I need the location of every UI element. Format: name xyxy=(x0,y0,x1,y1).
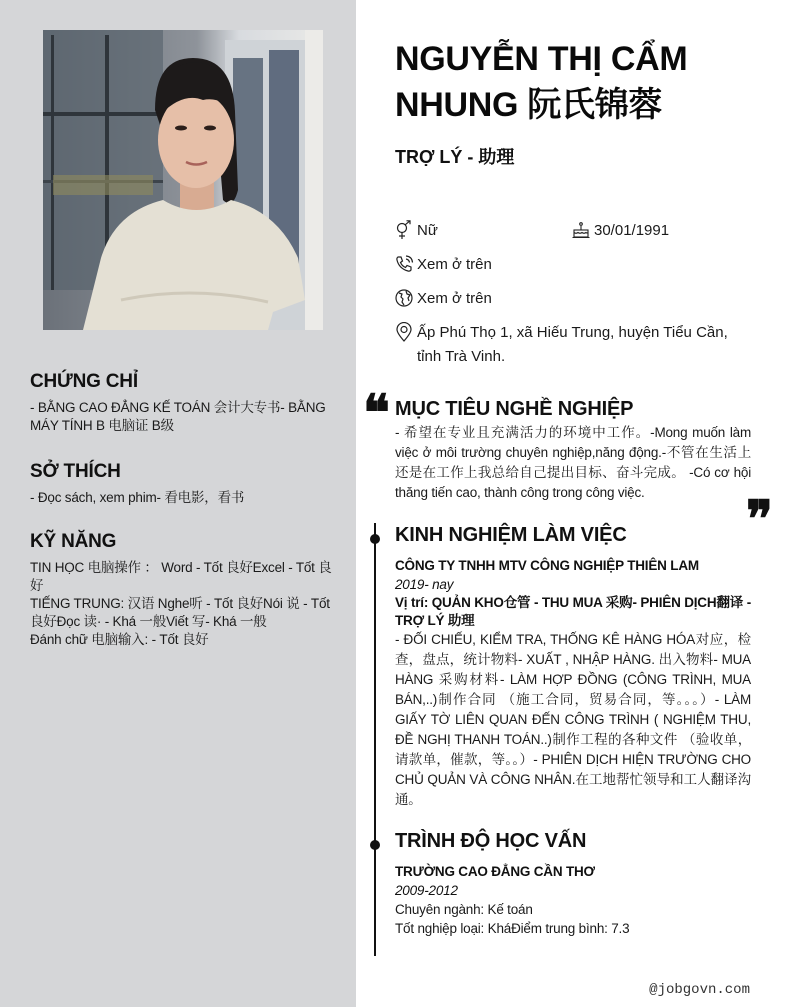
skills-list xyxy=(30,559,340,649)
timeline-dot-education xyxy=(370,840,380,850)
birthday-value: 30/01/1991 xyxy=(594,222,670,239)
gender-icon xyxy=(394,220,416,242)
hobbies-text: - Đọc sách, xem phim- 看电影，看书 xyxy=(30,490,245,505)
candidate-name: NGUYỄN THỊ CẨM NHUNG 阮氏锦蓉 xyxy=(395,40,688,124)
hobbies-title: SỞ THÍCH xyxy=(30,461,121,482)
address-value: Ấp Phú Thọ 1, xã Hiếu Trung, huyện Tiểu Cần, tỉnh Trà Vinh. xyxy=(417,324,728,365)
education-title: TRÌNH ĐỘ HỌC VẤN xyxy=(395,830,587,852)
phone-row xyxy=(394,253,492,277)
gender-value: Nữ xyxy=(417,222,438,239)
phone-icon xyxy=(394,254,416,276)
skills-title: KỸ NĂNG xyxy=(30,531,117,552)
timeline-line xyxy=(374,523,376,956)
birthday-row xyxy=(571,219,669,243)
website-row xyxy=(394,287,492,311)
timeline-dot-experience xyxy=(370,534,380,544)
skills-section xyxy=(30,530,340,649)
sidebar xyxy=(0,0,356,1007)
objective-text: - 希望在专业且充满活力的环境中工作。-Mong muốn làm việc ở môi trường chuyên nghiệp,năng động.-不管在生活上还是在工作上我总给自己提出目标、奋斗完成。 -Có cơ hội thăng tiến cao, thành công trong công việc. xyxy=(395,425,751,500)
job-title: TRỢ LÝ - 助理 xyxy=(395,147,515,167)
skill-line: Đánh chữ 电脑输入: - Tốt 良好 xyxy=(30,632,209,647)
gender-row xyxy=(394,219,438,243)
objective-title: MỤC TIÊU NGHỀ NGHIỆP xyxy=(395,398,634,420)
experience-period: 2019- nay xyxy=(395,577,454,592)
skill-line: TIN HỌC 电脑操作 ： Word - Tốt 良好Excel - Tốt 良好 xyxy=(30,560,332,593)
website-value: Xem ở trên xyxy=(417,290,492,307)
watermark: @jobgovn.com xyxy=(649,982,750,998)
experience-description: - ĐỐI CHIẾU, KIỂM TRA, THỐNG KÊ HÀNG HÓA对应，检查，盘点，统计物料- XUẤT , NHẬP HÀNG. 出入物料- MUA HÀNG 采购材料- LÀM HỢP ĐỒNG (CÔNG TRÌNH, MUA BÁN,..)制作合同 （施工合同，贸易合同，等。。。）- LÀM GIẤY TỜ LIÊN QUAN ĐẾN CÔNG TRÌNH ( NGHIỆM THU, ĐỀ NGHỊ THANH TOÁN..)制作工程的各种文件 （验收单，请款单，催款，等。。）- PHIÊN DỊCH HIỆN TRƯỜNG CHO CHỦ QUẢN VÀ CÔNG NHÂN.在工地帮忙领导和工人翻译沟通。 xyxy=(395,632,751,807)
globe-icon xyxy=(394,288,416,310)
education-major: Chuyên ngành: Kế toán xyxy=(395,902,533,917)
close-quote-icon: ❞ xyxy=(746,489,767,548)
experience-title: KINH NGHIỆM LÀM VIỆC xyxy=(395,524,627,546)
portrait-image xyxy=(43,30,323,330)
address-row xyxy=(394,321,754,369)
company-name: CÔNG TY TNHH MTV CÔNG NGHIỆP THIÊN LAM xyxy=(395,558,699,573)
education-item xyxy=(395,862,751,938)
profile-photo xyxy=(43,30,323,330)
certificates-title: CHỨNG CHỈ xyxy=(30,371,138,392)
skill-line: TIẾNG TRUNG: 汉语 Nghe听 - Tốt 良好Nói 说 - Tốt 良好Đọc 读· - Khá 一般Viết 写- Khá 一般 xyxy=(30,596,330,629)
main-content xyxy=(356,0,790,1007)
hobbies-section xyxy=(30,460,340,507)
birthday-cake-icon xyxy=(571,220,593,242)
open-quote-icon: ❝ xyxy=(363,383,384,442)
education-period: 2009-2012 xyxy=(395,883,458,898)
phone-value: Xem ở trên xyxy=(417,256,492,273)
location-pin-icon xyxy=(394,322,416,344)
school-name: TRƯỜNG CAO ĐẲNG CẦN THƠ xyxy=(395,864,595,879)
certificates-section xyxy=(30,370,340,435)
certificates-text: - BẰNG CAO ĐẲNG KẾ TOÁN 会计大专书- BẰNG MÁY TÍNH B 电脑证 B级 xyxy=(30,400,326,433)
experience-item xyxy=(395,556,751,810)
education-graduation: Tốt nghiệp loại: KháĐiểm trung bình: 7.3 xyxy=(395,921,630,936)
experience-position: Vị trí: QUẢN KHO仓管 - THU MUA 采购- PHIÊN DỊCH翻译 - TRỢ LÝ 助理 xyxy=(395,595,751,628)
